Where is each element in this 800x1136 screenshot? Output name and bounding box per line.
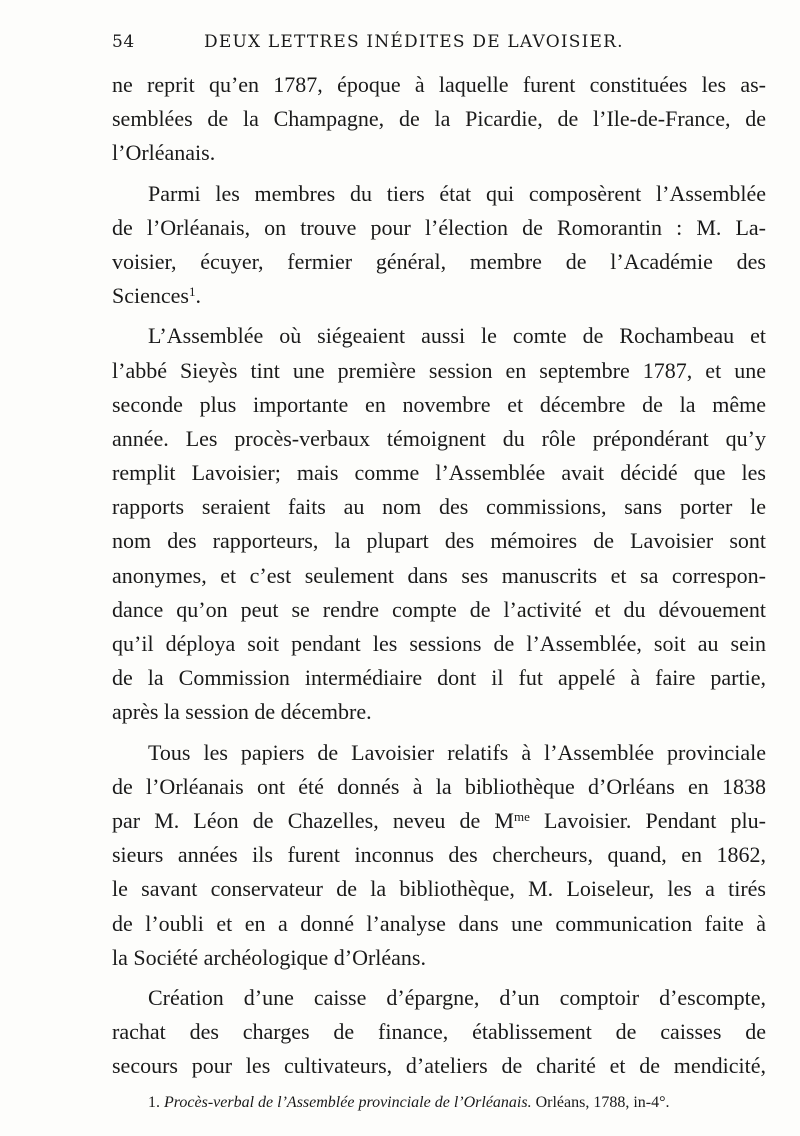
footnote-number: 1.	[148, 1094, 160, 1111]
paragraph-4	[112, 736, 766, 975]
text-line: Création d’une caisse d’épargne, d’un comptoir d’escompte,	[148, 984, 766, 1010]
page-number: 54	[112, 32, 135, 52]
running-title: DEUX LETTRES INÉDITES DE LAVOISIER.	[204, 32, 624, 52]
text-line: remplit Lavoisier; mais comme l’Assemblée avait décidé que les	[112, 460, 766, 486]
text-line: l’Orléanais.	[112, 140, 216, 166]
footnote	[148, 1092, 768, 1114]
line-text: Sciences	[112, 283, 189, 309]
paragraph-5	[112, 981, 766, 1084]
text-line: seconde plus importante en novembre et décembre de la même	[112, 391, 766, 417]
text-line: semblées de la Champagne, de la Picardie, de l’Ile-de-France, de	[112, 106, 766, 132]
line-text: par M. Léon de Chazelles, neveu de M	[112, 807, 514, 833]
text-line: sieurs années ils furent inconnus des chercheurs, quand, en 1862,	[112, 842, 766, 868]
running-header	[112, 26, 766, 58]
text-line: anonymes, et c’est seulement dans ses manuscrits et sa correspon-	[112, 562, 766, 588]
footnote-title: Procès-verbal de l’Assemblée provinciale de l’Orléanais.	[164, 1094, 532, 1111]
text-line: L’Assemblée où siégeaient aussi le comte de Rochambeau et	[148, 323, 766, 349]
text-line: année. Les procès-verbaux témoignent du rôle prépondérant qu’y	[112, 425, 766, 451]
text-line: de l’Orléanais, on trouve pour l’élection de Romorantin : M. La-	[112, 214, 766, 240]
text-line: secours pour les cultivateurs, d’ateliers de charité et de mendicité,	[112, 1053, 766, 1079]
text-line: après la session de décembre.	[112, 699, 372, 725]
text-line: rachat des charges de finance, établissement de caisses de	[112, 1019, 766, 1045]
text-line: la Société archéologique d’Orléans.	[112, 944, 426, 970]
line-text: Lavoisier. Pendant plu-	[529, 807, 766, 833]
footnote-rest: Orléans, 1788, in-4°.	[531, 1094, 670, 1111]
text-line: le savant conservateur de la bibliothèque, M. Loiseleur, les a tirés	[112, 876, 766, 902]
footnote-reference: 1	[188, 284, 196, 300]
text-line: de l’oubli et en a donné l’analyse dans une communication faite à	[112, 910, 766, 936]
text-line: voisier, écuyer, fermier général, membre de l’Académie des	[112, 248, 766, 274]
paragraph-3	[112, 319, 766, 729]
text-line: dance qu’on peut se rendre compte de l’activité et du dévouement	[112, 596, 766, 622]
text-line: Tous les papiers de Lavoisier relatifs à l’Assemblée provinciale	[148, 739, 766, 765]
text-line: l’abbé Sieyès tint une première session en septembre 1787, et une	[112, 357, 766, 383]
paragraph-1	[112, 68, 766, 171]
text-line: nom des rapporteurs, la plupart des mémoires de Lavoisier sont	[112, 528, 766, 554]
text-line: Parmi les membres du tiers état qui composèrent l’Assemblée	[148, 180, 766, 206]
body-text	[112, 68, 766, 1083]
text-line: qu’il déploya soit pendant les sessions de l’Assemblée, soit au sein	[112, 631, 766, 656]
text-line: rapports seraient faits au nom des commissions, sans porter le	[112, 494, 766, 520]
text-line: de la Commission intermédiaire dont il fut appelé à faire partie,	[112, 665, 766, 691]
text-line	[112, 804, 766, 838]
text-line	[112, 279, 766, 313]
text-line: ne reprit qu’en 1787, époque à laquelle furent constituées les as-	[112, 72, 766, 97]
text-line: de l’Orléanais ont été donnés à la bibliothèque d’Orléans en 1838	[112, 773, 766, 799]
superscript-abbrev: me	[514, 808, 530, 824]
line-text: .	[195, 283, 201, 309]
paragraph-2	[112, 177, 766, 314]
